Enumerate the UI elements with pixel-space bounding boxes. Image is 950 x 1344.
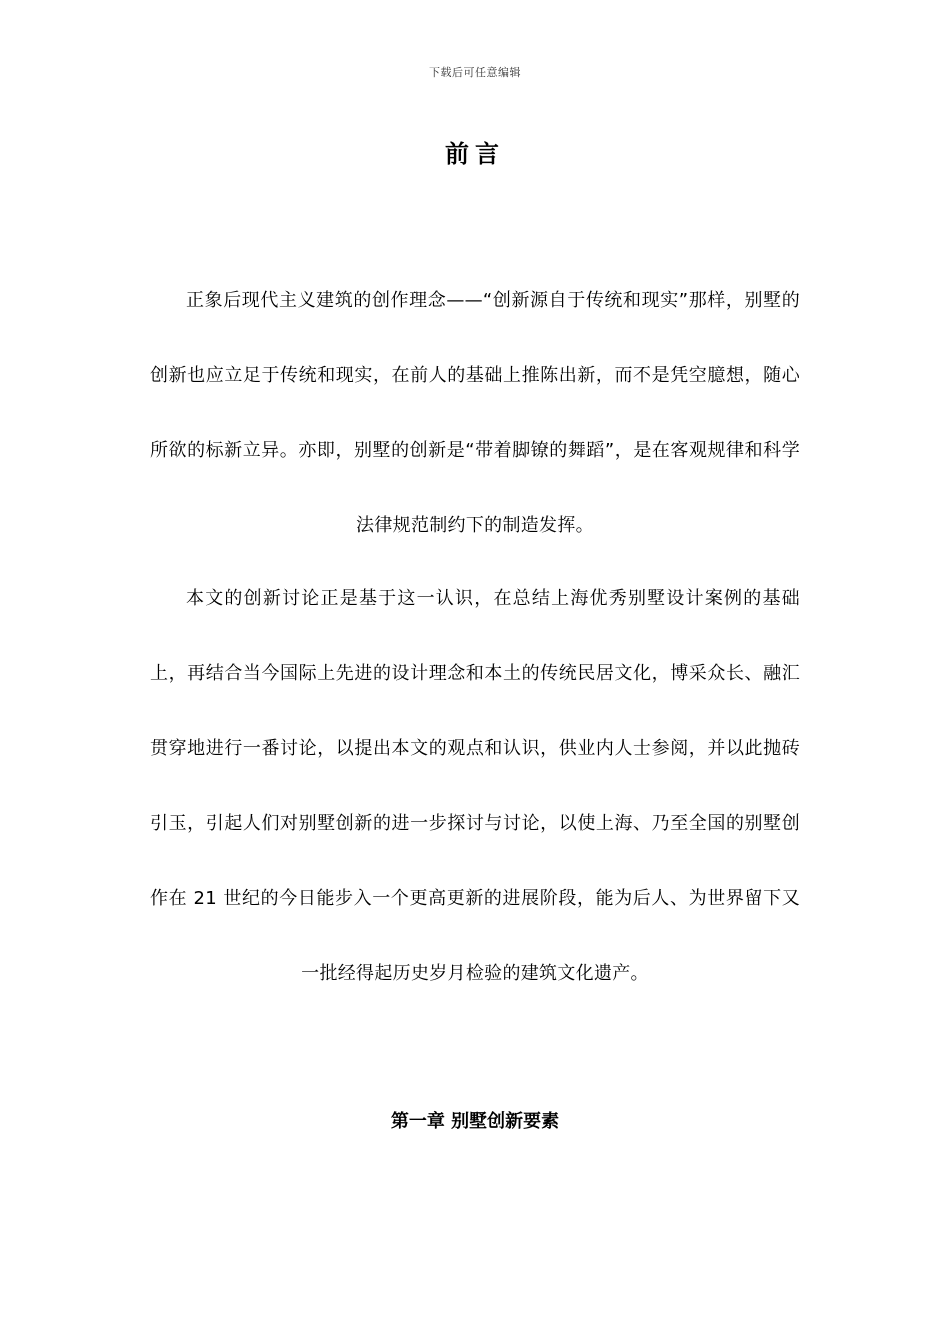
header-note: 下载后可任意编辑	[429, 66, 521, 79]
page-title: 前言	[445, 140, 505, 168]
paragraph-2: 本文的创新讨论正是基于这一认识，在总结上海优秀别墅设计案例的基础上，再结合当今国际上先进的设计理念和本土的传统民居文化，博采众长、融汇贯穿地进行一番讨论，以提出本文的观点和认识，供业内人士参阅，并以此抛砖引玉，引起人们对别墅创新的进一步探讨与讨论，以使上海、乃至全国的别墅创作在 21 世纪的今日能步入一个更高更新的进展阶段，能为后人、为世界留下又一批经得起历史岁月检验的建筑文化遗产。	[150, 588, 800, 984]
paragraph-1: 正象后现代主义建筑的创作理念——“创新源自于传统和现实”那样，别墅的创新也应立足于传统和现实，在前人的基础上推陈出新，而不是凭空臆想，随心所欲的标新立异。亦即，别墅的创新是“带着脚镣的舞蹈”，是在客观规律和科学法律规范制约下的制造发挥。	[150, 290, 800, 536]
chapter-heading: 第一章 别墅创新要素	[390, 1111, 560, 1132]
